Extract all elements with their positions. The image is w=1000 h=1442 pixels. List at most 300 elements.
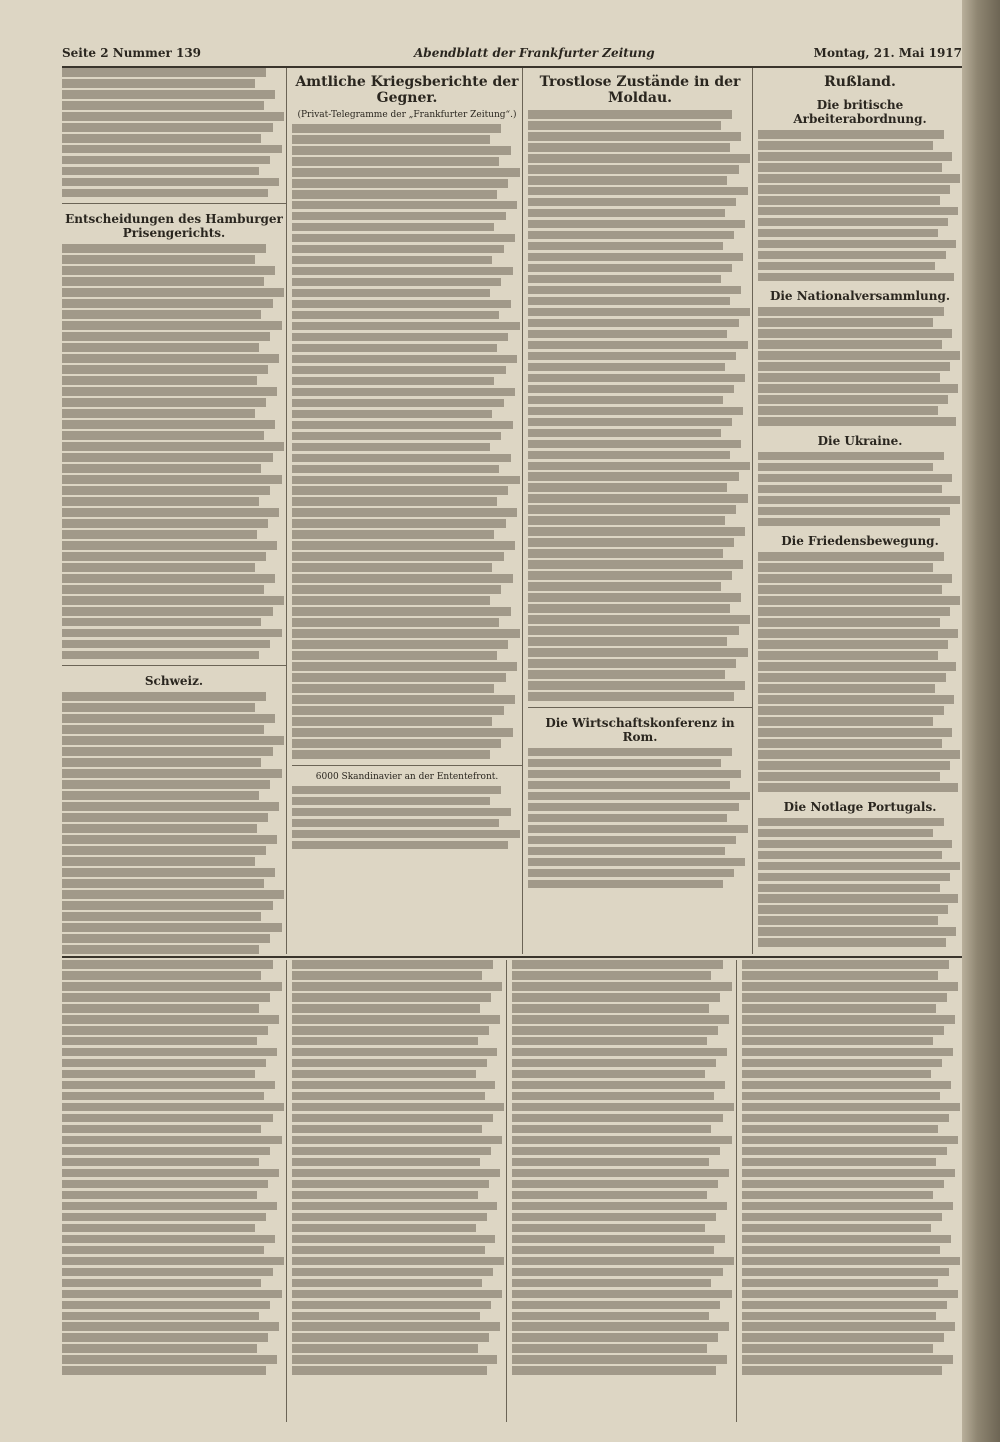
text-line [292,750,490,759]
text-line [62,923,282,932]
text-line [742,1279,938,1288]
text-line [292,443,490,452]
text-line [758,552,944,561]
text-line [62,791,259,800]
text-line [512,1322,729,1331]
text-line [62,332,270,341]
text-line [292,728,513,737]
text-line [62,890,284,899]
text-line [758,818,944,827]
text-line [292,530,494,539]
text-line [292,1136,502,1145]
text-line [292,1037,478,1046]
text-line [512,1004,709,1013]
text-line [528,814,727,823]
text-line [528,880,723,889]
text-line [62,101,264,110]
text-line [758,262,935,271]
text-line [758,851,942,860]
text-line [528,615,750,624]
text-line [62,1180,268,1189]
text-line [62,486,270,495]
text-line [758,894,958,903]
text-line [62,1202,277,1211]
article-text [62,68,286,197]
text-line [742,1026,944,1035]
text-line [758,651,938,660]
text-line [62,354,279,363]
text-line [758,840,952,849]
text-line [62,299,273,308]
text-line [62,629,282,638]
text-line [512,1355,727,1364]
article-text [292,960,506,1375]
text-line [528,308,750,317]
text-line [62,134,261,143]
text-line [292,1191,478,1200]
text-line [62,90,275,99]
article-heading: Die Notlage Portugals. [783,799,937,814]
text-line [62,178,279,187]
text-line [62,1246,264,1255]
text-line [758,273,954,282]
text-line [292,289,490,298]
text-line [528,847,725,856]
text-line [512,1224,705,1233]
text-line [292,706,504,715]
text-line [292,146,511,155]
text-line [62,453,273,462]
text-line [742,1004,936,1013]
text-line [742,1268,949,1277]
text-line [62,780,270,789]
text-line [292,1059,487,1068]
text-line [528,352,736,361]
text-line [758,607,950,616]
text-line [528,472,739,481]
text-line [292,300,511,309]
article-text [62,244,286,659]
text-line [758,563,933,572]
text-line [62,1312,259,1321]
feuilleton-column-2 [292,960,507,1422]
text-line [512,1136,732,1145]
text-line [758,141,933,150]
article-heading: Schweiz. [144,674,204,689]
text-line [62,288,284,297]
text-line [512,1290,732,1299]
text-line [62,398,266,407]
text-line [62,993,270,1002]
text-line [528,429,721,438]
text-line [292,1169,500,1178]
text-line [62,982,282,991]
text-line [742,971,938,980]
text-line [742,993,947,1002]
text-line [62,824,257,833]
text-line [758,829,933,838]
text-line [512,1202,727,1211]
text-line [292,1125,482,1134]
text-line [758,684,935,693]
text-line [528,462,750,471]
text-line [528,165,739,174]
text-line [292,841,508,850]
text-line [62,1169,279,1178]
text-line [528,803,739,812]
text-line [742,1355,953,1364]
article-text [528,110,752,701]
text-line [758,717,933,726]
text-line [62,1301,270,1310]
text-line [758,395,948,404]
text-line [62,1026,268,1035]
text-line [742,1213,942,1222]
text-line [528,231,734,240]
text-line [528,209,725,218]
text-line [62,971,261,980]
text-line [528,121,721,130]
text-line [292,497,497,506]
text-line [292,629,520,638]
text-line [62,747,273,756]
text-line [62,596,284,605]
text-line [742,1322,955,1331]
text-line [512,1301,720,1310]
text-line [292,399,504,408]
text-line [742,1202,953,1211]
article-text [292,786,522,850]
text-line [512,1048,727,1057]
text-line [758,307,944,316]
text-line [758,728,952,737]
text-line [528,319,739,328]
text-line [62,442,284,451]
text-line [742,1224,931,1233]
text-line [292,1246,485,1255]
text-line [528,143,730,152]
text-line [292,1015,500,1024]
newspaper-title: Abendblatt der Frankfurter Zeitung [414,46,655,60]
text-line [758,695,954,704]
page-number: Seite 2 Nummer 139 [62,46,202,60]
text-line [742,1344,933,1353]
text-line [292,267,513,276]
text-line [758,251,946,260]
text-line [62,640,270,649]
text-line [292,311,499,320]
text-line [62,112,284,121]
text-line [758,873,950,882]
text-line [528,637,727,646]
text-line [758,905,948,914]
text-line [742,1333,944,1342]
text-line [62,464,261,473]
text-line [758,673,946,682]
text-line [512,1158,709,1167]
article-text [528,748,752,888]
text-line [292,1081,495,1090]
text-line [62,321,282,330]
text-line [758,640,948,649]
text-line [62,1004,259,1013]
text-line [528,220,745,229]
text-line [292,201,517,210]
text-line [528,297,730,306]
text-line [292,808,511,817]
article-text [758,130,962,281]
text-line [292,124,501,133]
text-line [742,1301,947,1310]
text-line [292,1004,480,1013]
text-line [62,310,261,319]
text-line [62,1059,266,1068]
text-line [512,1333,718,1342]
text-line [742,1366,942,1375]
text-line [758,185,950,194]
text-line [292,410,492,419]
text-line [292,971,482,980]
text-line [742,1114,949,1123]
text-line [742,1169,955,1178]
text-line [62,68,266,77]
text-line [292,673,506,682]
text-line [292,278,501,287]
text-line [292,618,499,627]
text-line [758,207,958,216]
text-line [292,333,508,342]
text-line [292,432,501,441]
text-line [292,1235,495,1244]
text-line [528,275,721,284]
text-line [528,792,750,801]
article-text [742,960,962,1375]
text-line [62,618,261,627]
text-line [62,552,266,561]
text-line [62,123,273,132]
text-line [528,494,748,503]
text-line [292,344,497,353]
text-line [742,960,949,969]
text-line [758,761,950,770]
text-line [528,748,732,757]
text-line [512,1125,711,1134]
text-line [62,802,279,811]
text-line [528,264,732,273]
text-line [528,836,736,845]
text-line [292,190,497,199]
text-line [62,879,264,888]
article-text [758,552,962,791]
text-line [528,527,745,536]
text-line [758,884,940,893]
text-line [62,266,275,275]
text-line [742,1070,931,1079]
text-line [292,960,493,969]
text-line [62,1048,277,1057]
text-line [292,1366,487,1375]
text-line [528,242,723,251]
text-line [292,993,491,1002]
text-line [512,1026,718,1035]
text-line [528,154,750,163]
text-line [292,982,502,991]
text-line [758,351,960,360]
text-line [62,1191,257,1200]
text-line [742,1246,940,1255]
text-line [528,363,725,372]
text-line [758,340,942,349]
text-line [758,240,956,249]
text-line [62,945,259,954]
text-line [758,229,938,238]
text-line [62,725,264,734]
feuilleton-column-4 [742,960,962,1422]
text-line [62,365,268,374]
text-line [292,1268,493,1277]
text-line [528,626,739,635]
text-line [528,176,727,185]
text-line [292,1224,476,1233]
text-line [292,662,517,671]
text-line [758,196,940,205]
text-line [758,596,960,605]
book-spine [962,0,1000,1442]
text-line [62,1290,282,1299]
article-heading: Die Ukraine. [817,433,903,448]
text-line [528,253,743,262]
text-line [292,596,490,605]
text-line [292,245,504,254]
text-line [742,1147,947,1156]
text-line [62,651,259,660]
text-line [528,781,730,790]
text-line [292,552,504,561]
text-line [292,234,515,243]
text-line [528,440,741,449]
text-line [62,846,266,855]
text-line [758,585,942,594]
text-line [758,706,944,715]
text-line [758,618,940,627]
text-line [528,396,723,405]
text-line [292,574,513,583]
text-line [742,1048,953,1057]
text-line [62,431,264,440]
text-line [62,79,255,88]
feuilleton-divider [62,956,962,958]
text-line [528,549,723,558]
text-line [758,916,938,925]
text-line [62,703,255,712]
page-header [62,44,962,68]
text-line [528,516,725,525]
article-heading: Entscheidungen des Hamburger Prisengerichts. [65,212,283,241]
article-text [292,124,522,759]
text-line [292,421,513,430]
text-line [62,530,257,539]
text-line [742,1180,944,1189]
text-line [528,593,741,602]
text-line [528,858,745,867]
text-line [292,1103,504,1112]
text-line [512,971,711,980]
text-line [62,541,277,550]
text-line [292,322,520,331]
text-line [742,1059,942,1068]
text-line [62,1268,273,1277]
text-line [62,1257,284,1266]
text-line [528,560,743,569]
text-line [292,256,492,265]
text-line [512,1235,725,1244]
text-line [742,1125,938,1134]
text-line [62,409,255,418]
text-line [292,1048,497,1057]
text-line [292,651,497,660]
text-line [62,857,255,866]
text-line [62,901,273,910]
article-text [512,960,736,1375]
text-line [528,582,721,591]
text-line [292,1026,489,1035]
text-line [528,286,741,295]
text-line [742,1235,951,1244]
text-line [758,629,958,638]
text-line [758,174,960,183]
text-line [62,1279,261,1288]
text-line [512,1213,716,1222]
article-heading: Die Nationalversammlung. [769,289,951,304]
text-line [292,1180,489,1189]
text-line [758,938,946,947]
text-line [742,1103,960,1112]
text-line [62,714,275,723]
text-line [62,563,255,572]
text-line [528,341,748,350]
text-line [62,574,275,583]
text-line [758,163,942,172]
text-line [292,519,506,528]
text-line [528,385,734,394]
text-line [292,1147,491,1156]
article-heading: Rußland. [824,74,896,90]
text-line [758,496,960,505]
text-line [528,670,725,679]
issue-date: Montag, 21. Mai 1917 [813,46,962,60]
text-line [758,373,940,382]
article-subheading: (Privat-Telegramme der „Frankfurter Zeitung“.) [297,110,517,120]
text-line [528,869,734,878]
text-line [512,1070,705,1079]
text-line [758,318,933,327]
text-line [292,1333,489,1342]
text-line [292,1114,493,1123]
text-line [528,483,727,492]
text-line [292,684,494,693]
text-line [758,406,938,415]
text-line [292,563,492,572]
text-line [62,1037,257,1046]
text-line [292,366,506,375]
text-line [292,476,520,485]
text-line [512,960,723,969]
text-line [292,541,515,550]
text-line [292,223,494,232]
text-line [742,1136,958,1145]
article-text [758,307,962,425]
text-line [62,1103,284,1112]
